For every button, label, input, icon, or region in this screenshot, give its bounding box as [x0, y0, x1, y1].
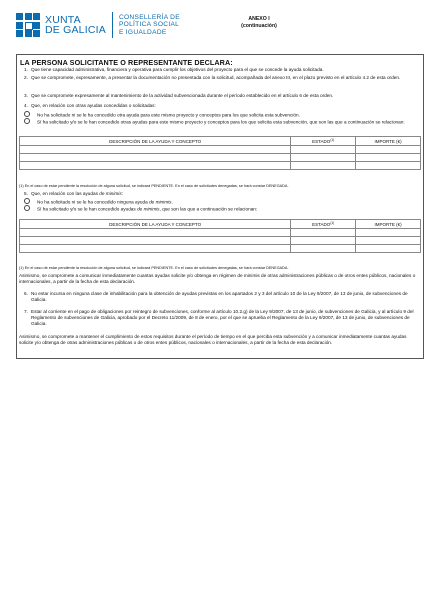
declaration-item-4: 4. Que, en relación con otras ayudas concedidas o solicitadas: [24, 103, 156, 108]
col-header-status: ESTADO$^{(1)}$ [291, 137, 356, 146]
declaration-item-5: 5. Que, en relación con las ayudas de minimis: [24, 191, 123, 196]
amount-cell[interactable] [356, 162, 421, 170]
radio-button[interactable] [24, 111, 30, 117]
description-cell[interactable] [20, 162, 291, 170]
amount-cell[interactable] [356, 154, 421, 162]
status-cell[interactable] [291, 245, 356, 253]
description-cell[interactable] [20, 154, 291, 162]
declaration-title: LA PERSONA SOLICITANTE O REPRESENTANTE DECLARA: [20, 58, 233, 67]
xunta-logo [16, 12, 180, 38]
table-row [20, 229, 421, 237]
status-cell[interactable] [291, 154, 356, 162]
amount-cell[interactable] [356, 237, 421, 245]
annex-title: ANEXO I [248, 16, 270, 22]
requirements-commitment-paragraph: Asimismo, se compromete a mantener el cumplimiento de estos requisitos durante el período de tiempo en el que perciba esta subvención y a comunicar inmediatamente cuantas ayudas solicite y/o obtenga de otras administraciones públicas o de otros entes públicos, nacionales o internacionales, a partir de la fecha de esta declaración. [19, 334, 407, 346]
declaration-item-1: 1. Que tiene capacidad administrativa, financiera y operativa para cumplir los objetivos del proyecto para el que se concede la ayuda solicitada. [24, 67, 324, 72]
table-header-row [20, 137, 421, 146]
col-header-description: DESCRIPCIÓN DE LA AYUDA Y CONCEPTO [20, 137, 291, 146]
table-row [20, 245, 421, 253]
option-5-has-minimis[interactable]: Sí ha solicitado y/o se le han concedido ayudas de minimis, que son las que a continuación se relacionan: [24, 205, 257, 213]
department-name: CONSELLERÍA DE POLÍTICA SOCIAL E IGUALDADE [118, 13, 180, 36]
minimis-aid-table [19, 219, 421, 253]
radio-button[interactable] [24, 118, 30, 124]
description-cell[interactable] [20, 229, 291, 237]
table-row [20, 237, 421, 245]
table-row [20, 154, 421, 162]
option-5-no-minimis[interactable]: No ha solicitado ni se le ha concedido ninguna ayuda de minimis. [24, 198, 173, 206]
col-header-description: DESCRIPCIÓN DE LA AYUDA Y CONCEPTO [20, 220, 291, 229]
logo-wordmark: XUNTA DE GALICIA [45, 13, 106, 36]
declaration-item-7: 7. Estar al corriente en el pago de obligaciones por reintegro de subvenciones, conforme al artículo 10.2.g) de la Ley 9/2007, de 13 de junio, de subvenciones de Galicia, y al artículo 9 del Reglamento de subvenciones de Galicia, aprobado por el Decreto 11/2009, de 8 de enero, por el que se aprueba el Reglamento de la Ley 9/2007, de 13 de junio, de subvenciones de Galicia. [24, 309, 414, 327]
amount-cell[interactable] [356, 146, 421, 154]
option-4-no-aid[interactable]: No ha solicitado ni se le ha concedido otra ayuda para este mismo proyecto y conceptos para los que solicita esta subvención. [24, 111, 414, 119]
status-cell[interactable] [291, 146, 356, 154]
description-cell[interactable] [20, 146, 291, 154]
xunta-emblem-icon [16, 13, 40, 37]
minimis-commitment-paragraph: Asimismo, se compromete a comunicar inmediatamente cuantas ayudas solicite y/o obtenga en régimen de minimis de otras administraciones públicas o de otros entes públicos, nacionales o internacionales, a partir de la fecha de esta declaración. [19, 273, 416, 285]
radio-button[interactable] [24, 205, 30, 211]
annex-heading [214, 16, 304, 29]
declaration-item-6: 6. No estar incursa en ninguna clase de inhabilitación para la obtención de ayudas previstas en los apartados 2 y 3 del artículo 10 de la Ley 9/2007, de 13 de junio, de subvenciones de Galicia. [24, 291, 408, 303]
description-cell[interactable] [20, 245, 291, 253]
radio-button[interactable] [24, 198, 30, 204]
status-cell[interactable] [291, 229, 356, 237]
table-row [20, 146, 421, 154]
status-cell[interactable] [291, 237, 356, 245]
description-cell[interactable] [20, 237, 291, 245]
col-header-status: ESTADO$^{(1)}$ [291, 220, 356, 229]
amount-cell[interactable] [356, 245, 421, 253]
declaration-item-2: 2. Que se compromete, expresamente, a presentar la documentación no presentada con la solicitud, acompañada del anexo III, en el plazo previsto en el artículo 4.2 de esta orden. [24, 75, 401, 80]
col-header-amount: IMPORTE (€) [356, 220, 421, 229]
table-header-row [20, 220, 421, 229]
table-footnote-2: (1) En el caso de estar pendiente la resolución de alguna solicitud, se indicará PENDIENTE. En el caso de solicitudes denegadas, se hará constar DENEGADA. [19, 266, 289, 270]
logo-divider [112, 12, 113, 38]
option-4-has-aid[interactable]: Sí ha solicitado y/o se le han concedido otras ayudas para este mismo proyecto y conceptos para los que solicita esta subvención, que son las que a continuación se relacionan: [24, 118, 409, 126]
amount-cell[interactable] [356, 229, 421, 237]
col-header-amount: IMPORTE (€) [356, 137, 421, 146]
declaration-item-3: 3. Que se compromete expresamente al mantenimiento de la actividad subvencionada durante el período establecido en el artículo 6 de esta orden. [24, 93, 334, 98]
other-aid-table [19, 136, 421, 170]
annex-subtitle: (continuación) [241, 22, 277, 29]
status-cell[interactable] [291, 162, 356, 170]
table-row [20, 162, 421, 170]
table-footnote-1: (1) En el caso de estar pendiente la resolución de alguna solicitud, se indicará PENDIENTE. En el caso de solicitudes denegadas, se hará constar DENEGADA. [19, 184, 289, 188]
